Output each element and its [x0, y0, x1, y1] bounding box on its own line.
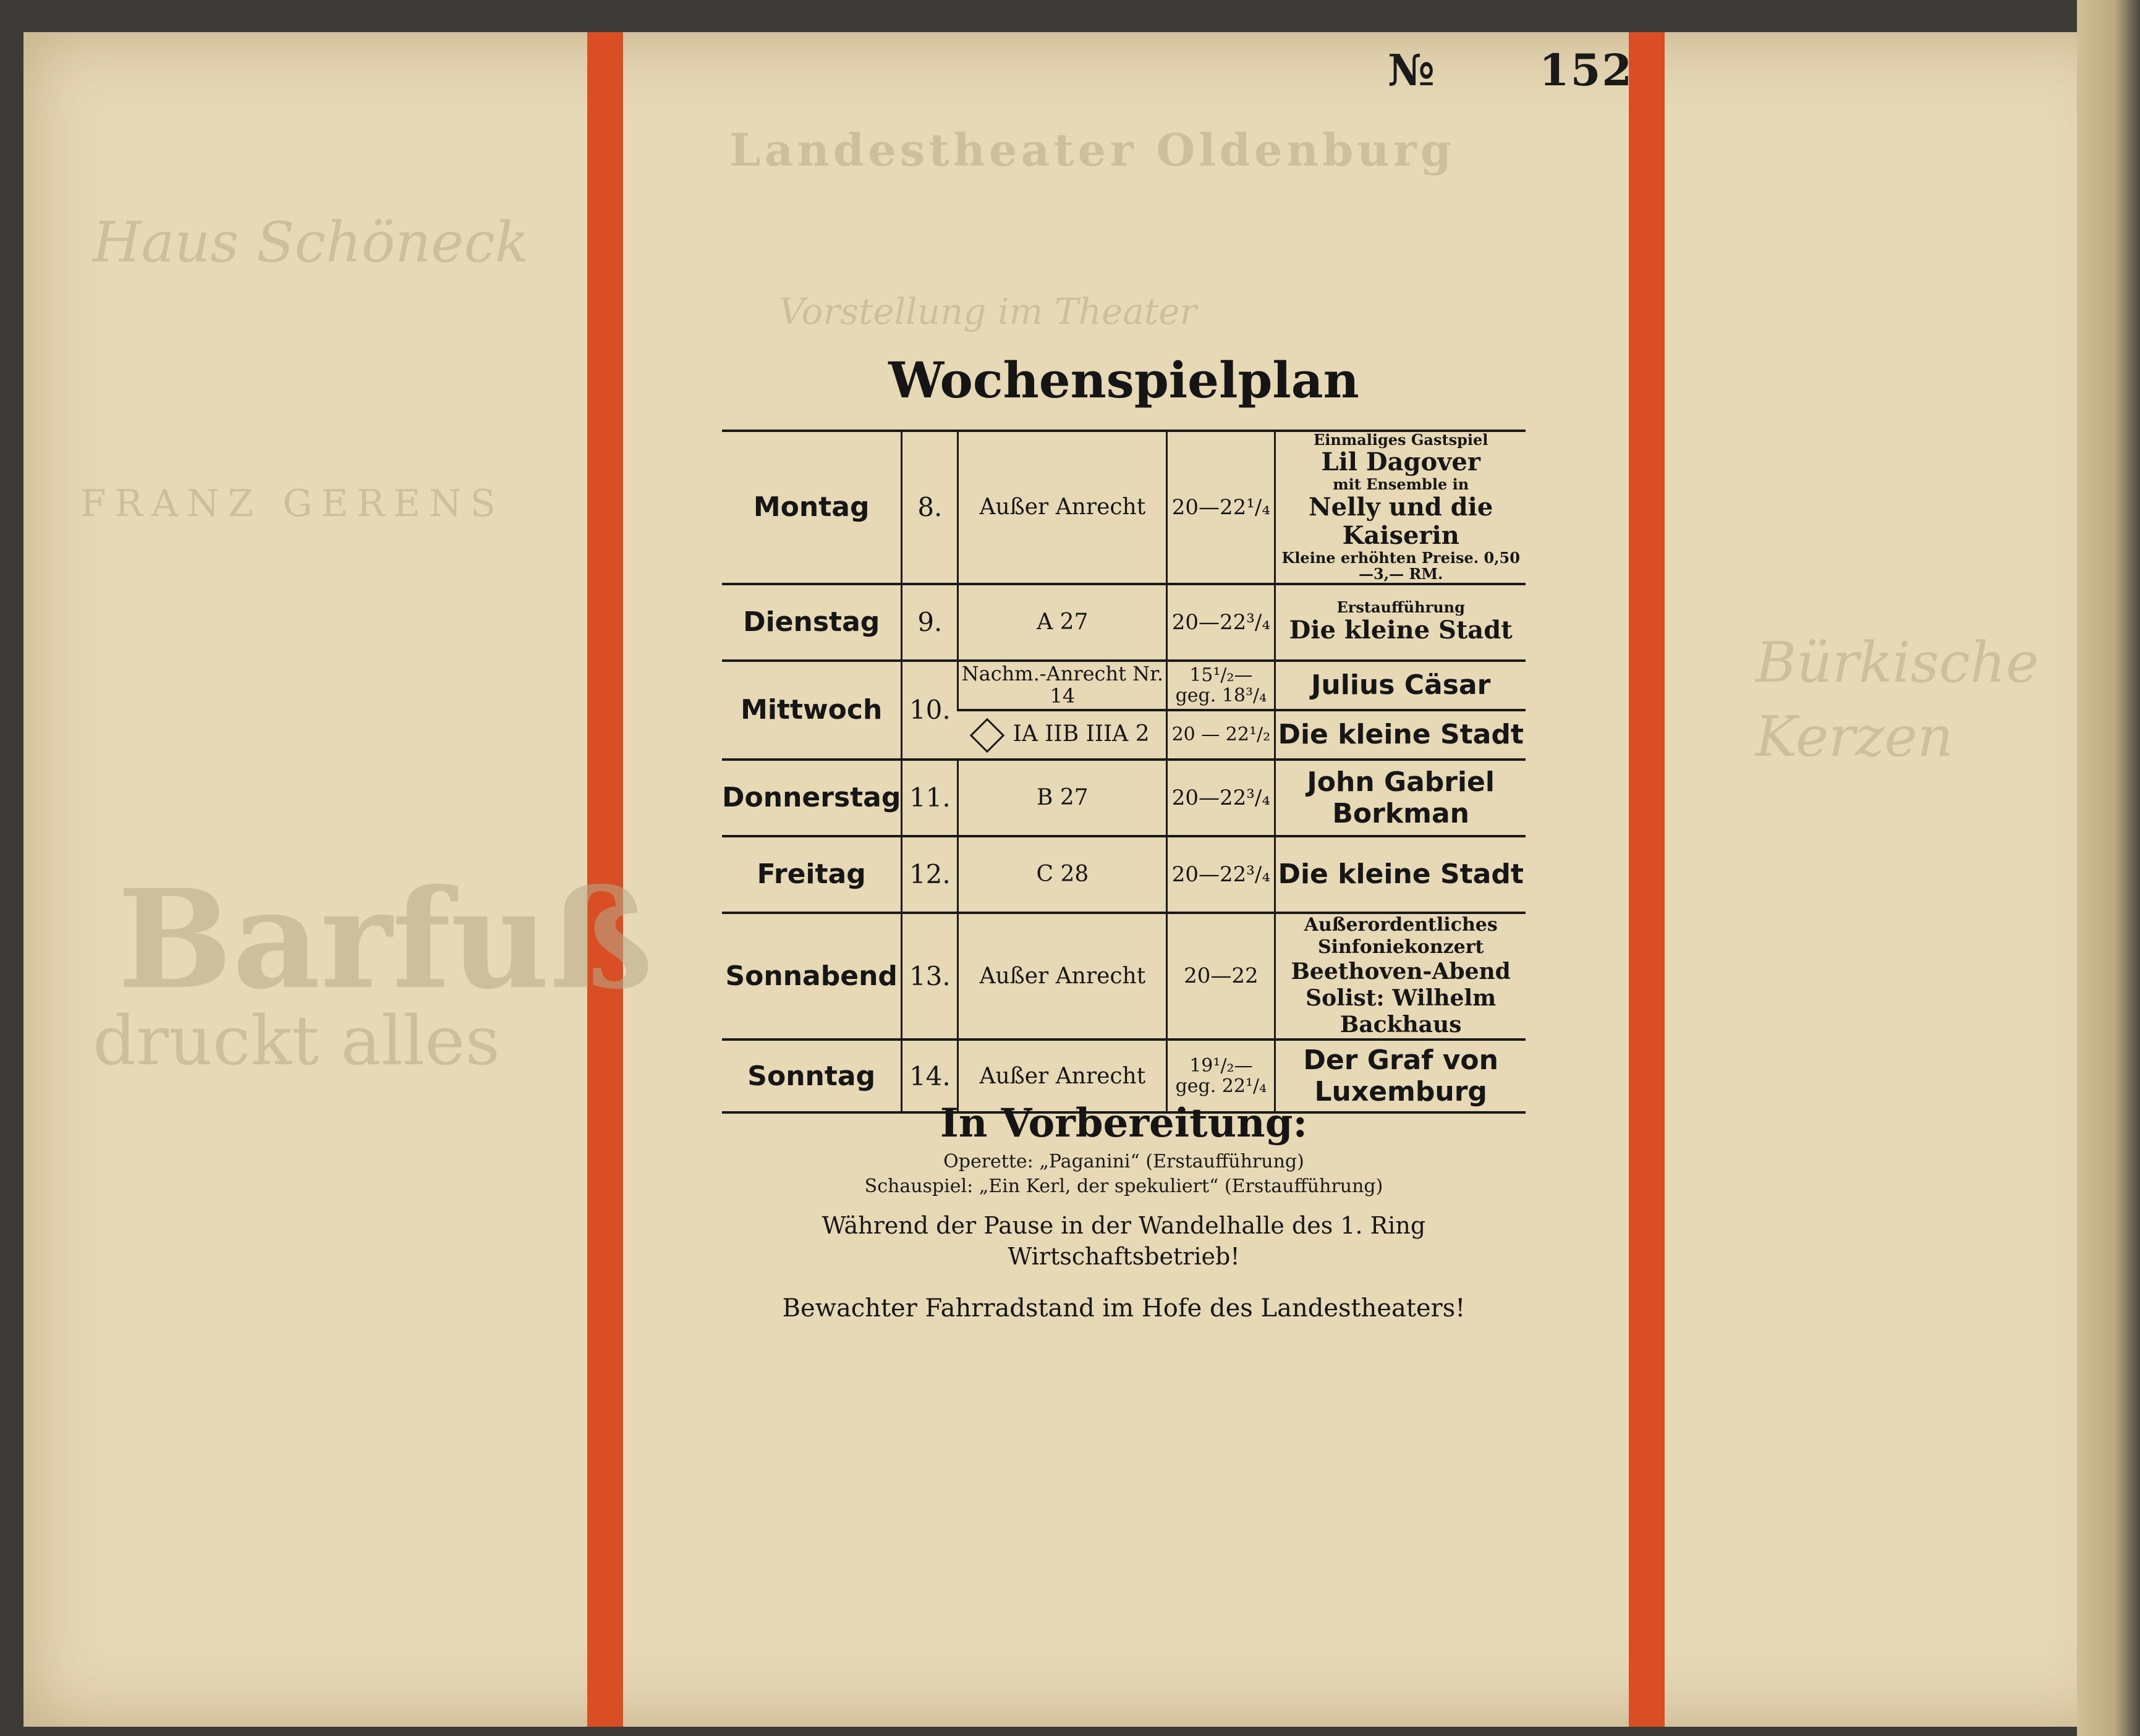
day-cell: Sonntag — [722, 1039, 902, 1112]
faint-left-ad-2: FRANZ GERENS — [80, 482, 504, 525]
date-cell: 11. — [902, 760, 958, 836]
weekly-schedule-table — [722, 430, 1526, 1114]
faint-left-ad-4: druckt alles — [93, 1001, 500, 1080]
faint-left-ad-1: Haus Schöneck — [93, 210, 529, 275]
faint-handwritten-note: Vorstellung im Theater — [779, 290, 1197, 332]
play-cell — [1275, 913, 1526, 1040]
preparation-line-2: Schauspiel: „Ein Kerl, der spekuliert“ (Erstaufführung) — [864, 1175, 1383, 1197]
play-note: Außerordentliches — [1304, 913, 1498, 936]
day-cell: Mittwoch — [722, 661, 902, 760]
subscription-cell: Außer Anrecht — [958, 1039, 1167, 1112]
subscription-cell: A 27 — [958, 584, 1167, 661]
day-cell: Dienstag — [722, 584, 902, 661]
subscription-cell: B 27 — [958, 760, 1167, 836]
play-note: Erstaufführung — [1336, 598, 1465, 617]
table-row — [722, 760, 1526, 836]
play-title: Beethoven-Abend — [1291, 958, 1511, 984]
time-cell: 20 — 22¹/₂ — [1167, 710, 1275, 760]
schedule-title: Wochenspielplan — [888, 351, 1359, 409]
preparation-line-1: Operette: „Paganini“ (Erstaufführung) — [943, 1151, 1304, 1172]
play-cell — [1275, 431, 1526, 584]
play-title: Die kleine Stadt — [1275, 710, 1526, 760]
time-cell: 19¹/₂— geg. 22¹/₄ — [1167, 1039, 1275, 1112]
time-cell: 15¹/₂— geg. 18³/₄ — [1167, 661, 1275, 710]
bicycle-note: Bewachter Fahrradstand im Hofe des Landestheaters! — [782, 1294, 1466, 1323]
table-row — [722, 431, 1526, 584]
play-title: Der Graf von Luxemburg — [1275, 1039, 1526, 1112]
time-cell: 20—22³/₄ — [1167, 836, 1275, 913]
subscription-cell: Außer Anrecht — [958, 913, 1167, 1040]
table-row — [722, 836, 1526, 913]
date-cell: 9. — [902, 584, 958, 661]
time-cell: 20—22 — [1167, 913, 1275, 1040]
day-cell: Sonnabend — [722, 913, 902, 1040]
play-note: Sinfoniekonzert — [1317, 936, 1484, 958]
play-title: Die kleine Stadt — [1275, 836, 1526, 913]
faint-left-ad-3: Barfuß — [117, 859, 653, 1019]
subscription-cell: Außer Anrecht — [958, 431, 1167, 584]
day-cell: Donnerstag — [722, 760, 902, 836]
play-title: Julius Cäsar — [1275, 661, 1526, 710]
faint-right-ad-1: Bürkische — [1756, 630, 2039, 695]
emblem-icon — [969, 718, 1004, 753]
day-cell: Freitag — [722, 836, 902, 913]
play-note: Einmaliges Gastspiel — [1313, 431, 1488, 449]
day-cell: Montag — [722, 431, 902, 584]
right-red-stripe — [1629, 32, 1665, 1727]
preparation-heading: In Vorbereitung: — [940, 1100, 1308, 1146]
play-title: Die kleine Stadt — [1289, 615, 1513, 645]
table-row — [722, 584, 1526, 661]
next-page-edge — [2077, 0, 2140, 1736]
price-note: Kleine erhöhten Preise. 0,50—3,— RM. — [1281, 548, 1520, 583]
subscription-label: IA IIB IIIA 2 — [1013, 721, 1150, 747]
play-note: mit Ensemble in — [1333, 475, 1469, 494]
faint-right-ad-2: Kerzen — [1756, 705, 1953, 769]
subscription-cell: C 28 — [958, 836, 1167, 913]
issue-number: 152 — [1539, 44, 1634, 96]
date-cell: 10. — [902, 661, 958, 760]
table-row — [722, 661, 1526, 710]
time-cell: 20—22¹/₄ — [1167, 431, 1275, 584]
play-title: John Gabriel Borkman — [1275, 760, 1526, 836]
faint-top-banner: Landestheater Oldenburg — [729, 124, 1455, 176]
date-cell: 8. — [902, 431, 958, 584]
date-cell: 12. — [902, 836, 958, 913]
subscription-cell: Nachm.-Anrecht Nr. 14 — [958, 661, 1167, 710]
time-cell: 20—22³/₄ — [1167, 760, 1275, 836]
pause-note-line-1: Während der Pause in der Wandelhalle des 1. Ring — [822, 1212, 1426, 1239]
performer-name: Lil Dagover — [1321, 447, 1480, 477]
date-cell: 13. — [902, 913, 958, 1040]
subscription-cell — [958, 710, 1167, 760]
play-title: Nelly und die Kaiserin — [1309, 492, 1493, 550]
pause-note-line-2: Wirtschaftsbetrieb! — [1008, 1243, 1240, 1270]
table-row — [722, 913, 1526, 1040]
play-cell — [1275, 584, 1526, 661]
issue-number-sign: № — [1388, 44, 1435, 96]
date-cell: 14. — [902, 1039, 958, 1112]
soloist: Solist: Wilhelm Backhaus — [1306, 984, 1497, 1038]
time-cell: 20—22³/₄ — [1167, 584, 1275, 661]
